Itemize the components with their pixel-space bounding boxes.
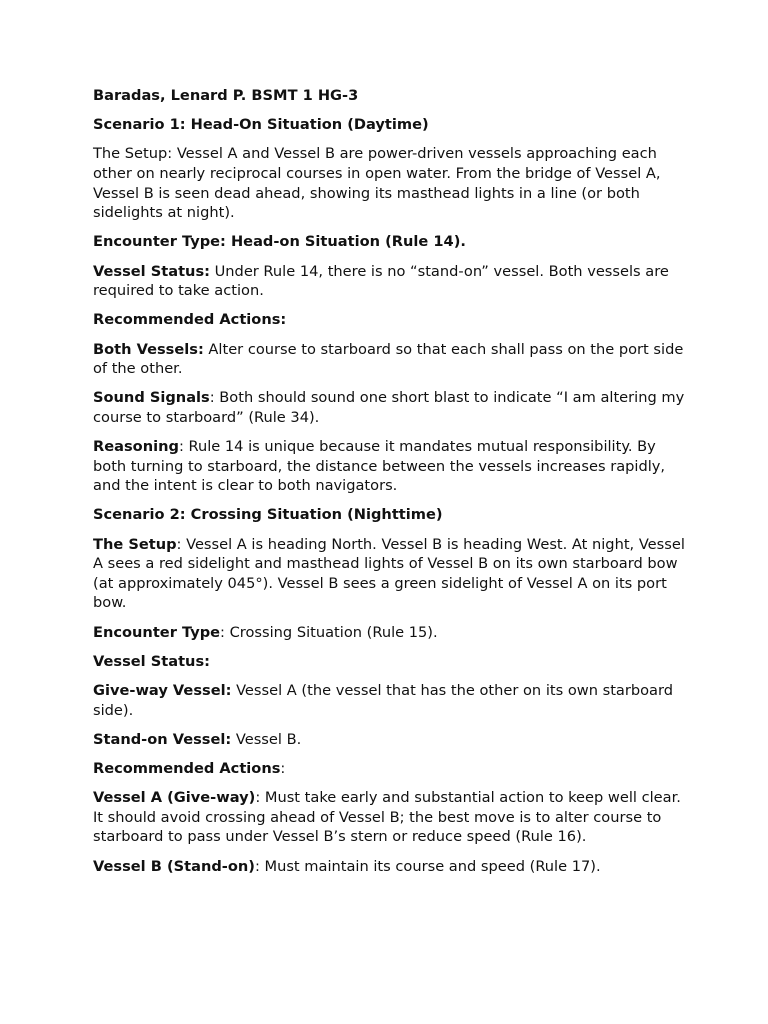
- sound-signals-text: : Both should sound one short blast to indicate “I am altering my course to starboard” (Rule 34).: [93, 389, 685, 426]
- scenario2-heading: Scenario 2: Crossing Situation (Nighttime): [93, 506, 443, 524]
- vessel-a-label: Vessel A (Give-way): [93, 789, 256, 807]
- scenario2-stand-on: [93, 730, 693, 750]
- vessel-b-text: : Must maintain its course and speed (Rule 17).: [254, 857, 601, 875]
- scenario2-encounter-type: [93, 623, 693, 643]
- setup-label: The Setup: [93, 535, 177, 553]
- sound-signals-label: Sound Signals: [93, 389, 210, 407]
- scenario1-setup: The Setup: Vessel A and Vessel B are power-driven vessels approaching each other on nearly reciprocal courses in open water. From the bridge of Vessel A, Vessel B is seen dead ahead, showing its masthead lights in a line (or both sidelights at night).: [93, 145, 661, 222]
- scenario2-vessel-a: [93, 788, 693, 847]
- vessel-a-text: : Must take early and substantial action to keep well clear. It should avoid crossing ahead of Vessel B; the best move is to alter course to starboard to pass under Vessel B’s stern or reduce speed (Rule 16).: [93, 789, 681, 846]
- give-way-text: Vessel A (the vessel that has the other on its own starboard side).: [93, 681, 673, 719]
- encounter-type-text: : Crossing Situation (Rule 15).: [220, 623, 438, 641]
- both-vessels-text: Alter course to starboard so that each shall pass on the port side of the other.: [93, 340, 684, 378]
- vessel-status-text: Under Rule 14, there is no “stand-on” vessel. Both vessels are required to take action.: [93, 262, 669, 300]
- reasoning-text: : Rule 14 is unique because it mandates mutual responsibility. By both turning to starboard, the distance between the vessels increases rapidly, and the intent is clear to both navigators.: [93, 438, 666, 495]
- stand-on-text: Vessel B.: [231, 730, 302, 748]
- scenario1-heading: Scenario 1: Head-On Situation (Daytime): [93, 116, 429, 134]
- scenario2-recommended-actions: [93, 759, 693, 779]
- reasoning-label: Reasoning: [93, 438, 179, 456]
- scenario2-give-way: [93, 681, 693, 720]
- setup-text: : Vessel A is heading North. Vessel B is heading West. At night, Vessel A sees a red sidelight and masthead lights of Vessel B on its own starboard bow (at approximately 045°). Vessel B sees a green sidelight of Vessel A on its port bow.: [93, 535, 685, 612]
- author-line: Baradas, Lenard P. BSMT 1 HG-3: [93, 87, 359, 104]
- scenario1-both-vessels: [93, 340, 693, 379]
- scenario1-vessel-status: [93, 262, 693, 301]
- stand-on-label: Stand-on Vessel:: [93, 730, 232, 748]
- scenario2-vessel-b: [93, 857, 693, 877]
- encounter-type-label: Encounter Type: [93, 623, 221, 641]
- recommended-actions-label: Recommended Actions: [93, 759, 281, 777]
- both-vessels-label: Both Vessels:: [93, 340, 204, 358]
- vessel-b-label: Vessel B (Stand-on): [93, 857, 255, 875]
- give-way-label: Give-way Vessel:: [93, 681, 232, 699]
- scenario1-recommended-actions: Recommended Actions:: [93, 311, 287, 329]
- vessel-status-label: Vessel Status:: [93, 262, 210, 280]
- scenario1-sound-signals: [93, 388, 693, 427]
- recommended-actions-text: :: [280, 759, 286, 777]
- scenario2-setup: [93, 535, 693, 613]
- scenario1-encounter-type: Encounter Type: Head-on Situation (Rule 14).: [93, 233, 466, 251]
- scenario2-vessel-status: Vessel Status:: [93, 652, 210, 670]
- scenario1-reasoning: [93, 437, 693, 496]
- document-page: [93, 86, 693, 886]
